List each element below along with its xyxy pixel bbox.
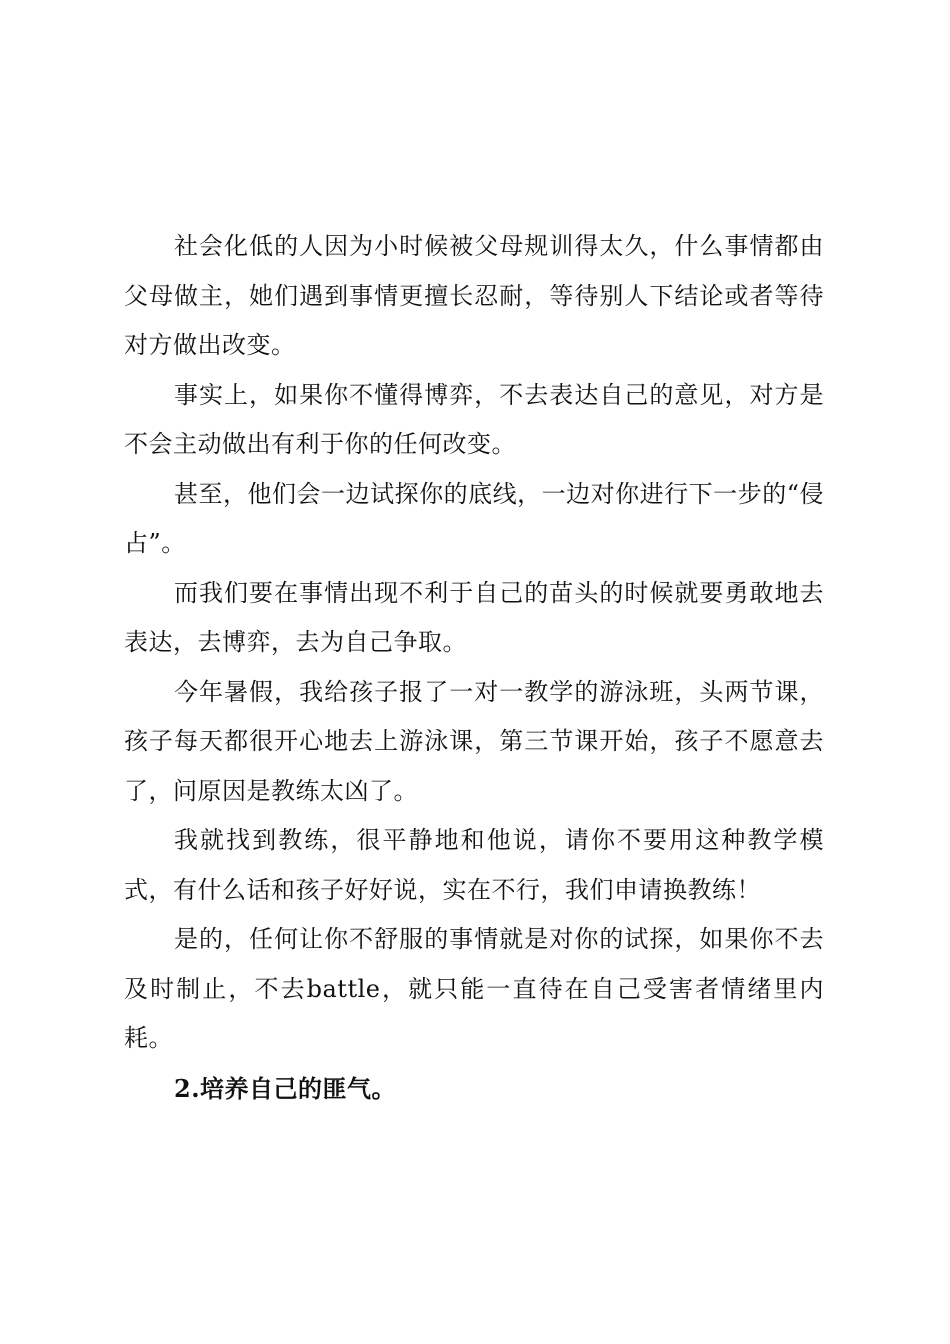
document-body — [124, 222, 824, 1113]
paragraph-4: 而我们要在事情出现不利于自己的苗头的时候就要勇敢地去表达，去博弈，去为自己争取。 — [124, 578, 824, 656]
section-heading: 2.培养自己的匪气。 — [174, 1073, 397, 1103]
paragraph-5: 今年暑假，我给孩子报了一对一教学的游泳班，头两节课，孩子每天都很开心地去上游泳课，第三节课开始，孩子不愿意去了，问原因是教练太凶了。 — [124, 677, 824, 805]
paragraph-1: 社会化低的人因为小时候被父母规训得太久，什么事情都由父母做主，她们遇到事情更擅长忍耐，等待别人下结论或者等待对方做出改变。 — [124, 232, 824, 359]
paragraph-3: 甚至，他们会一边试探你的底线，一边对你进行下一步的“侵占”。 — [124, 479, 824, 557]
paragraph-2: 事实上，如果你不懂得博弈，不去表达自己的意见，对方是不会主动做出有利于你的任何改变。 — [124, 380, 824, 458]
paragraph-6: 我就找到教练，很平静地和他说，请你不要用这种教学模式，有什么话和孩子好好说，实在不行，我们申请换教练！ — [124, 826, 824, 904]
paragraph-7: 是的，任何让你不舒服的事情就是对你的试探，如果你不去及时制止，不去battle，就只能一直待在自己受害者情绪里内耗。 — [124, 925, 824, 1052]
